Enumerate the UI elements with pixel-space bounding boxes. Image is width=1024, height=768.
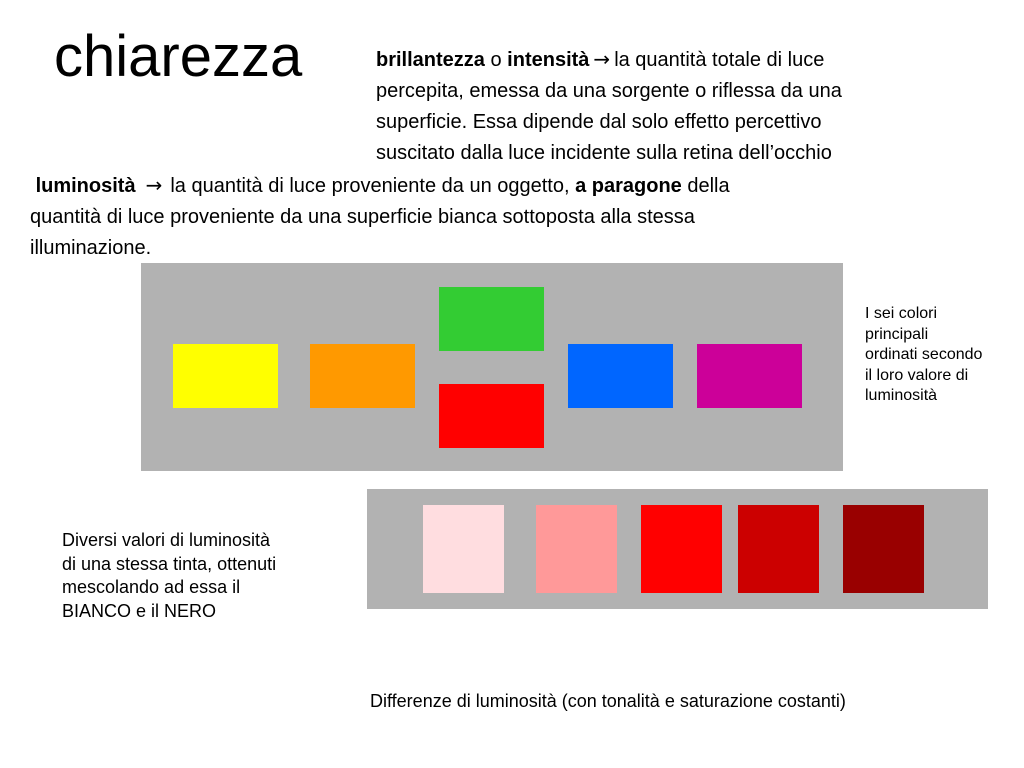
- definition-line-3: superficie. Essa dipende dal solo effetto percettivo: [376, 111, 822, 133]
- definition-text-1: la quantità totale di luce: [614, 49, 825, 71]
- term-intensita: intensità: [507, 49, 590, 71]
- emphasis-a-paragone: a paragone: [575, 175, 682, 197]
- luminosity-text-1: la quantità di luce proveniente da un oggetto,: [170, 175, 576, 197]
- definition-line-2: percepita, emessa da una sorgente o riflessa da una: [376, 80, 842, 102]
- slide-title: chiarezza: [54, 24, 303, 89]
- swatch-yellow: [173, 344, 278, 408]
- shade-caption: [62, 529, 362, 623]
- luminosity-text-2: della: [681, 175, 730, 197]
- bottom-caption: Differenze di luminosità (con tonalità e saturazione costanti): [370, 691, 846, 711]
- swatch-deep-red: [843, 505, 924, 593]
- swatch-blue: [568, 344, 673, 408]
- term-luminosita: luminosità: [35, 175, 136, 197]
- hue-caption-line: principali: [865, 325, 929, 343]
- conjunction: o: [484, 49, 508, 71]
- term-brillantezza: brillantezza: [376, 49, 485, 71]
- swatch-red: [641, 505, 722, 593]
- luminosity-line-3: illuminazione.: [30, 237, 152, 259]
- shade-caption-line: Diversi valori di luminosità: [62, 530, 271, 550]
- swatch-dark-red: [738, 505, 819, 593]
- swatch-orange: [310, 344, 415, 408]
- arrow-right-icon: →: [145, 173, 163, 197]
- hue-caption-line: il loro valore di: [865, 366, 969, 384]
- luminosity-line-1: [30, 170, 1010, 202]
- luminosity-definition: [30, 170, 1010, 264]
- shade-swatch-panel: [367, 489, 988, 609]
- hue-swatch-panel: [141, 263, 843, 471]
- hue-caption: [865, 304, 1020, 407]
- hue-caption-line: I sei colori: [865, 305, 938, 322]
- swatch-light-red: [536, 505, 617, 593]
- swatch-magenta: [697, 344, 802, 408]
- swatch-red: [439, 384, 544, 448]
- shade-caption-line: di una stessa tinta, ottenuti: [62, 553, 277, 574]
- swatch-pale-pink: [423, 505, 504, 593]
- shade-caption-line: BIANCO e il NERO: [62, 600, 217, 621]
- hue-caption-line: luminosità: [865, 387, 938, 404]
- definition-line-1: [376, 44, 1006, 76]
- arrow-right-icon: →: [593, 47, 611, 71]
- swatch-green: [439, 287, 544, 351]
- shade-caption-line: mescolando ad essa il: [62, 577, 241, 597]
- luminosity-line-2: quantità di luce proveniente da una superficie bianca sottoposta alla stessa: [30, 206, 695, 228]
- definition-line-4: suscitato dalla luce incidente sulla retina dell’occhio: [376, 142, 832, 164]
- brightness-definition: [376, 44, 1006, 169]
- hue-caption-line: ordinati secondo: [865, 346, 983, 363]
